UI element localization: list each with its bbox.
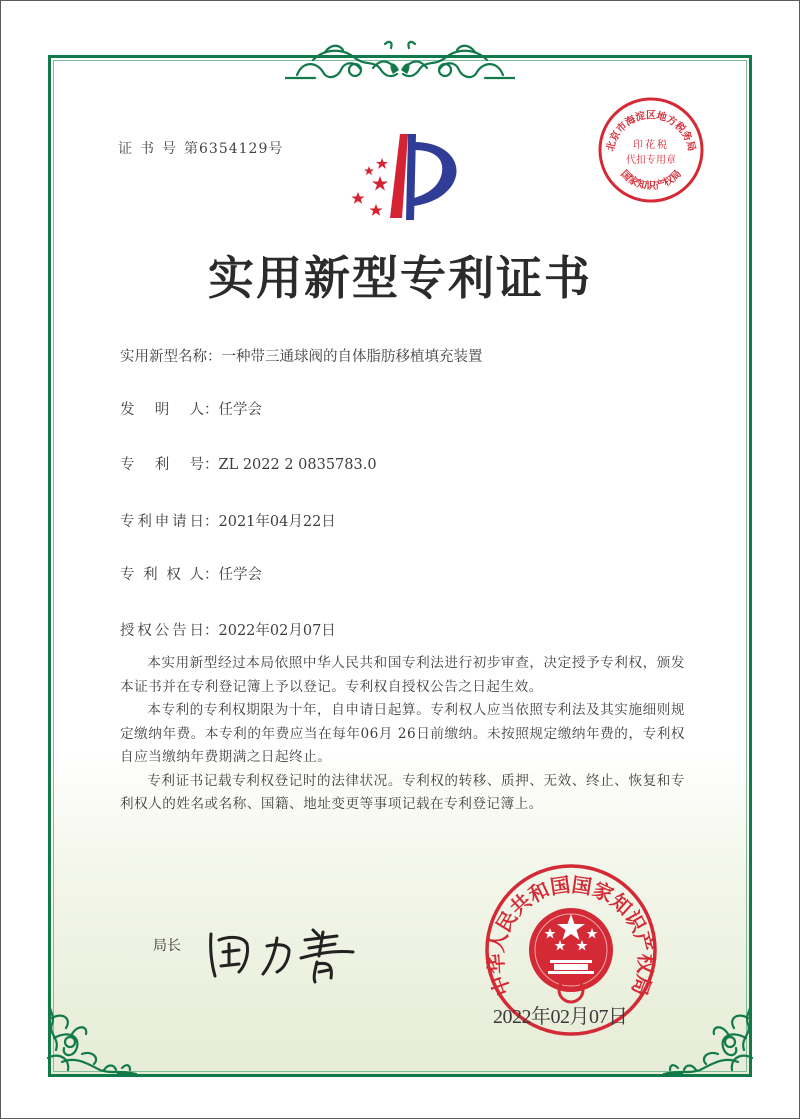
label-char: 权 [137,623,152,639]
label-char: 申 [154,514,170,530]
body-paragraph: 本实用新型经过本局依照中华人民共和国专利法进行初步审查，决定授予专利权，颁发本证书并在专利登记簿上予以登记。专利权自授权公告之日起生效。 [120,655,685,695]
certificate-body [120,652,685,817]
tax-seal-bottom-text: 国家知识产权局 [618,168,684,193]
label-char: 专 [120,567,135,583]
label-char: 专 [120,457,135,473]
field-label [120,619,204,640]
field-application-date [120,510,336,531]
director-signature-icon [205,922,365,984]
label-char: 授 [120,623,135,639]
field-value: 一种带三通球阀的自体脂肪移植填充装置 [221,349,483,365]
director-title: 局长 [153,938,181,954]
national-seal-ring-text: 中华人民共和国国家知识产权局 [483,872,659,999]
field-value: 任学会 [218,402,262,418]
field-inventor [120,398,262,419]
bottom-right-corner-ornament-icon [663,998,758,1083]
label-char: 专 [120,514,135,530]
field-label: 实用新型名称 [120,349,207,365]
field-label [120,398,204,419]
svg-text:国家知识产权局 [618,167,683,192]
field-separator: ： [204,457,219,473]
cert-number-value: 第6354129号 [184,141,284,157]
field-separator: ： [207,349,222,365]
cert-number-label-char: 号 [162,141,184,157]
bottom-left-corner-ornament-icon [42,998,137,1083]
tax-seal-outer-text: 北京市海淀区地方税务局 [605,110,697,153]
label-char: 利 [143,567,158,583]
label-char: 人 [189,402,204,418]
field-patent-number [120,453,377,474]
tax-seal-center-line2: 代扣专用章 [626,155,676,166]
certificate-title: 实用新型专利证书 [208,251,592,305]
seal-date: 2022年02月07日 [493,1006,628,1028]
label-char: 告 [172,623,187,639]
field-separator: ： [204,402,219,418]
tax-seal-center-line1: 印花税 [633,140,669,151]
body-paragraph: 本专利的专利权期限为十年，自申请日起算。专利权人应当依照专利法及其实施细则规定缴纳年费。本专利的年费应当在每年06月 26日前缴纳。未按照规定缴纳年费的，专利权自应当缴纳年费期满之日起终止。 [120,702,685,765]
tax-seal-stamp [596,95,706,205]
cert-number-label-char: 证 [118,141,140,157]
field-separator: ： [204,514,219,530]
field-separator: ： [204,567,219,583]
field-utility-model-name [120,345,483,366]
label-char: 日 [189,623,204,639]
label-char: 请 [172,514,187,530]
label-char: 权 [166,567,181,583]
label-char: 明 [154,402,170,418]
field-label [120,563,204,584]
field-separator: ： [204,623,219,639]
field-value: 2022年02月07日 [218,623,336,639]
label-char: 利 [137,514,152,530]
top-ornament-icon [285,30,515,82]
field-label [120,453,204,474]
field-label [120,510,204,531]
label-char: 人 [189,567,204,583]
label-char: 发 [120,402,135,418]
label-char: 公 [154,623,170,639]
field-value: 任学会 [218,567,262,583]
label-char: 利 [154,457,170,473]
field-value: ZL 2022 2 0835783.0 [218,457,377,473]
body-paragraph: 专利证书记载专利权登记时的法律状况。专利权的转移、质押、无效、终止、恢复和专利权人的姓名或名称、国籍、地址变更等事项记载在专利登记簿上。 [120,772,685,812]
field-grant-date [120,619,336,640]
cert-number-label-char: 书 [140,141,162,157]
certificate-number [118,138,283,158]
field-patentee [120,563,262,584]
label-char: 日 [189,514,204,530]
cnipa-logo-icon [342,128,464,224]
label-char: 号 [189,457,204,473]
field-value: 2021年04月22日 [218,514,336,530]
